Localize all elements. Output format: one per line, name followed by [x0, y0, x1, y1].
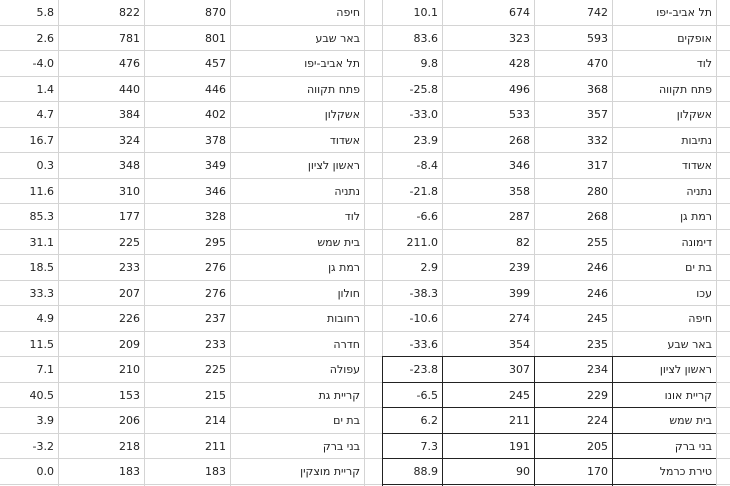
table-row [0, 51, 730, 77]
table-row [0, 332, 730, 358]
left-change-cell[interactable]: 7.1 [36, 363, 54, 376]
right-prev-cell[interactable]: 323 [509, 31, 530, 45]
right-change-cell[interactable]: -21.8 [409, 184, 438, 198]
left-prev-cell[interactable]: 310 [119, 184, 140, 198]
left-value-cell[interactable]: 276 [205, 261, 226, 274]
right-prev-cell[interactable]: 239 [509, 261, 530, 274]
left-city-cell[interactable]: חיפה [336, 6, 360, 19]
right-change-cell[interactable]: 2.9 [420, 261, 438, 274]
left-change-cell[interactable]: 85.3 [29, 210, 54, 223]
right-value-cell[interactable]: 235 [587, 337, 608, 351]
left-city-cell[interactable]: חדרה [333, 337, 360, 351]
left-city-cell[interactable]: רחובות [327, 312, 360, 325]
left-change-cell[interactable]: 0.3 [36, 159, 54, 172]
left-value-cell[interactable]: 402 [205, 108, 226, 121]
left-city-cell[interactable]: נתניה [334, 184, 360, 198]
left-value-cell[interactable]: 211 [205, 439, 226, 453]
right-value-cell[interactable]: 246 [587, 261, 608, 274]
left-change-cell[interactable]: 4.7 [36, 108, 54, 121]
table-row [0, 179, 730, 205]
left-value-cell[interactable]: 183 [205, 465, 226, 478]
right-value-cell[interactable]: 593 [587, 31, 608, 45]
right-city-cell[interactable]: נתניה [686, 184, 712, 198]
left-city-cell[interactable]: קריית גת [318, 388, 360, 402]
right-change-cell[interactable]: -6.6 [416, 210, 438, 223]
right-city-cell[interactable]: חיפה [688, 312, 712, 325]
table-row [0, 434, 730, 460]
right-change-cell[interactable]: 23.9 [413, 133, 438, 147]
left-prev-cell[interactable]: 209 [119, 337, 140, 351]
right-prev-cell[interactable]: 428 [509, 57, 530, 70]
right-city-cell[interactable]: דימונה [681, 235, 712, 249]
table-row [0, 102, 730, 128]
table-row [0, 383, 730, 409]
left-value-cell[interactable]: 225 [205, 363, 226, 376]
right-value-cell[interactable]: 742 [587, 6, 608, 19]
left-value-cell[interactable]: 276 [205, 286, 226, 300]
left-city-cell[interactable]: פתח תקווה [307, 82, 360, 96]
right-city-cell[interactable]: ראשון לציון [659, 363, 712, 376]
left-prev-cell[interactable]: 207 [119, 286, 140, 300]
left-value-cell[interactable]: 295 [205, 235, 226, 249]
right-value-cell[interactable]: 229 [587, 388, 608, 402]
left-prev-cell[interactable]: 153 [119, 388, 140, 402]
right-change-cell[interactable]: -33.0 [409, 108, 438, 121]
left-change-cell[interactable]: 0.0 [36, 465, 54, 478]
table-row [0, 281, 730, 307]
table-row [0, 306, 730, 332]
right-city-cell[interactable]: עכו [696, 286, 712, 300]
right-change-cell[interactable]: 7.3 [420, 439, 438, 453]
right-value-cell[interactable]: 332 [587, 133, 608, 147]
right-city-cell[interactable]: רמת גן [680, 210, 712, 223]
right-change-cell[interactable]: 88.9 [413, 465, 438, 478]
right-change-cell[interactable]: -25.8 [409, 82, 438, 96]
right-prev-cell[interactable]: 399 [509, 286, 530, 300]
right-value-cell[interactable]: 470 [587, 57, 608, 70]
left-change-cell[interactable]: 16.7 [29, 133, 54, 147]
right-city-cell[interactable]: אשדוד [681, 159, 712, 172]
left-change-cell[interactable]: -3.2 [32, 439, 54, 453]
right-change-cell[interactable]: 10.1 [413, 6, 438, 19]
left-value-cell[interactable]: 237 [205, 312, 226, 325]
right-prev-cell[interactable]: 354 [509, 337, 530, 351]
left-change-cell[interactable]: -4.0 [32, 57, 54, 70]
table-row [0, 77, 730, 103]
right-prev-cell[interactable]: 211 [509, 414, 530, 427]
right-change-cell[interactable]: -8.4 [416, 159, 438, 172]
left-city-cell[interactable]: ראשון לציון [307, 159, 360, 172]
left-value-cell[interactable]: 346 [205, 184, 226, 198]
right-city-cell[interactable]: אופקים [677, 31, 712, 45]
right-prev-cell[interactable]: 287 [509, 210, 530, 223]
left-prev-cell[interactable]: 324 [119, 133, 140, 147]
left-city-cell[interactable]: לוד [344, 210, 360, 223]
left-city-cell[interactable]: בית שמש [317, 235, 360, 249]
left-value-cell[interactable]: 349 [205, 159, 226, 172]
left-change-cell[interactable]: 5.8 [36, 6, 54, 19]
left-city-cell[interactable]: בת ים [333, 414, 360, 427]
left-value-cell[interactable]: 446 [205, 82, 226, 96]
right-prev-cell[interactable]: 358 [509, 184, 530, 198]
right-change-cell[interactable]: -23.8 [409, 363, 438, 376]
table-row [0, 26, 730, 52]
right-value-cell[interactable]: 224 [587, 414, 608, 427]
right-city-cell[interactable]: בת ים [685, 261, 712, 274]
right-change-cell[interactable]: 9.8 [420, 57, 438, 70]
right-value-cell[interactable]: 317 [587, 159, 608, 172]
left-change-cell[interactable]: 3.9 [36, 414, 54, 427]
left-change-cell[interactable]: 40.5 [29, 388, 54, 402]
right-city-cell[interactable]: טירת כרמל [659, 465, 712, 478]
right-city-cell[interactable]: בני ברק [674, 439, 712, 453]
right-change-cell[interactable]: -10.6 [409, 312, 438, 325]
left-value-cell[interactable]: 328 [205, 210, 226, 223]
right-city-cell[interactable]: קריית אונו [664, 388, 712, 402]
left-prev-cell[interactable]: 781 [119, 31, 140, 45]
right-change-cell[interactable]: 83.6 [413, 31, 438, 45]
left-change-cell[interactable]: 2.6 [36, 31, 54, 45]
right-prev-cell[interactable]: 674 [509, 6, 530, 19]
left-city-cell[interactable]: בני ברק [322, 439, 360, 453]
right-city-cell[interactable]: אשקלון [676, 108, 712, 121]
right-change-cell[interactable]: 211.0 [406, 235, 438, 249]
left-prev-cell[interactable]: 225 [119, 235, 140, 249]
right-value-cell[interactable]: 234 [587, 363, 608, 376]
left-value-cell[interactable]: 457 [205, 57, 226, 70]
table-row [0, 357, 730, 383]
table-row [0, 230, 730, 256]
left-city-cell[interactable]: תל אביב-יפו [304, 57, 360, 70]
left-prev-cell[interactable]: 440 [119, 82, 140, 96]
right-prev-cell[interactable]: 82 [516, 235, 530, 249]
left-value-cell[interactable]: 378 [205, 133, 226, 147]
right-value-cell[interactable]: 205 [587, 439, 608, 453]
right-prev-cell[interactable]: 274 [509, 312, 530, 325]
left-prev-cell[interactable]: 218 [119, 439, 140, 453]
left-city-cell[interactable]: חולון [337, 286, 360, 300]
left-prev-cell[interactable]: 822 [119, 6, 140, 19]
left-prev-cell[interactable]: 183 [119, 465, 140, 478]
left-prev-cell[interactable]: 206 [119, 414, 140, 427]
left-city-cell[interactable]: באר שבע [315, 31, 360, 45]
right-value-cell[interactable]: 245 [587, 312, 608, 325]
left-city-cell[interactable]: קריית מוצקין [300, 465, 360, 478]
right-city-cell[interactable]: פתח תקווה [659, 82, 712, 96]
right-change-cell[interactable]: 6.2 [420, 414, 438, 427]
right-value-cell[interactable]: 268 [587, 210, 608, 223]
left-prev-cell[interactable]: 384 [119, 108, 140, 121]
table-row [0, 128, 730, 154]
table-row [0, 0, 730, 26]
left-change-cell[interactable]: 4.9 [36, 312, 54, 325]
right-city-cell[interactable]: תל אביב-יפו [656, 6, 712, 19]
left-value-cell[interactable]: 233 [205, 337, 226, 351]
right-city-cell[interactable]: נתיבות [681, 133, 712, 147]
right-city-cell[interactable]: לוד [696, 57, 712, 70]
table-row [0, 153, 730, 179]
right-prev-cell[interactable]: 496 [509, 82, 530, 96]
left-city-cell[interactable]: אשקלון [324, 108, 360, 121]
right-city-cell[interactable]: באר שבע [667, 337, 712, 351]
right-change-cell[interactable]: -33.6 [409, 337, 438, 351]
left-change-cell[interactable]: 33.3 [29, 286, 54, 300]
right-change-cell[interactable]: -6.5 [416, 388, 438, 402]
left-city-cell[interactable]: עפולה [329, 363, 360, 376]
right-prev-cell[interactable]: 268 [509, 133, 530, 147]
table-row [0, 408, 730, 434]
left-prev-cell[interactable]: 348 [119, 159, 140, 172]
table-row [0, 459, 730, 485]
left-change-cell[interactable]: 11.5 [29, 337, 54, 351]
left-prev-cell[interactable]: 226 [119, 312, 140, 325]
right-value-cell[interactable]: 246 [587, 286, 608, 300]
right-city-cell[interactable]: בית שמש [669, 414, 712, 427]
left-city-cell[interactable]: רמת גן [328, 261, 360, 274]
left-prev-cell[interactable]: 177 [119, 210, 140, 223]
left-change-cell[interactable]: 31.1 [29, 235, 54, 249]
right-value-cell[interactable]: 280 [587, 184, 608, 198]
table-row [0, 255, 730, 281]
right-change-cell[interactable]: -38.3 [409, 286, 438, 300]
left-prev-cell[interactable]: 476 [119, 57, 140, 70]
left-change-cell[interactable]: 11.6 [29, 184, 54, 198]
right-prev-cell[interactable]: 191 [509, 439, 530, 453]
left-value-cell[interactable]: 214 [205, 414, 226, 427]
right-value-cell[interactable]: 255 [587, 235, 608, 249]
right-prev-cell[interactable]: 245 [509, 388, 530, 402]
right-value-cell[interactable]: 170 [587, 465, 608, 478]
left-value-cell[interactable]: 870 [205, 6, 226, 19]
left-change-cell[interactable]: 18.5 [29, 261, 54, 274]
right-prev-cell[interactable]: 533 [509, 108, 530, 121]
left-change-cell[interactable]: 1.4 [36, 82, 54, 96]
left-city-cell[interactable]: אשדוד [329, 133, 360, 147]
table-row [0, 204, 730, 230]
right-prev-cell[interactable]: 307 [509, 363, 530, 376]
right-value-cell[interactable]: 368 [587, 82, 608, 96]
left-prev-cell[interactable]: 233 [119, 261, 140, 274]
left-value-cell[interactable]: 801 [205, 31, 226, 45]
right-prev-cell[interactable]: 346 [509, 159, 530, 172]
left-prev-cell[interactable]: 210 [119, 363, 140, 376]
right-prev-cell[interactable]: 90 [516, 465, 530, 478]
right-value-cell[interactable]: 357 [587, 108, 608, 121]
left-value-cell[interactable]: 215 [205, 388, 226, 402]
